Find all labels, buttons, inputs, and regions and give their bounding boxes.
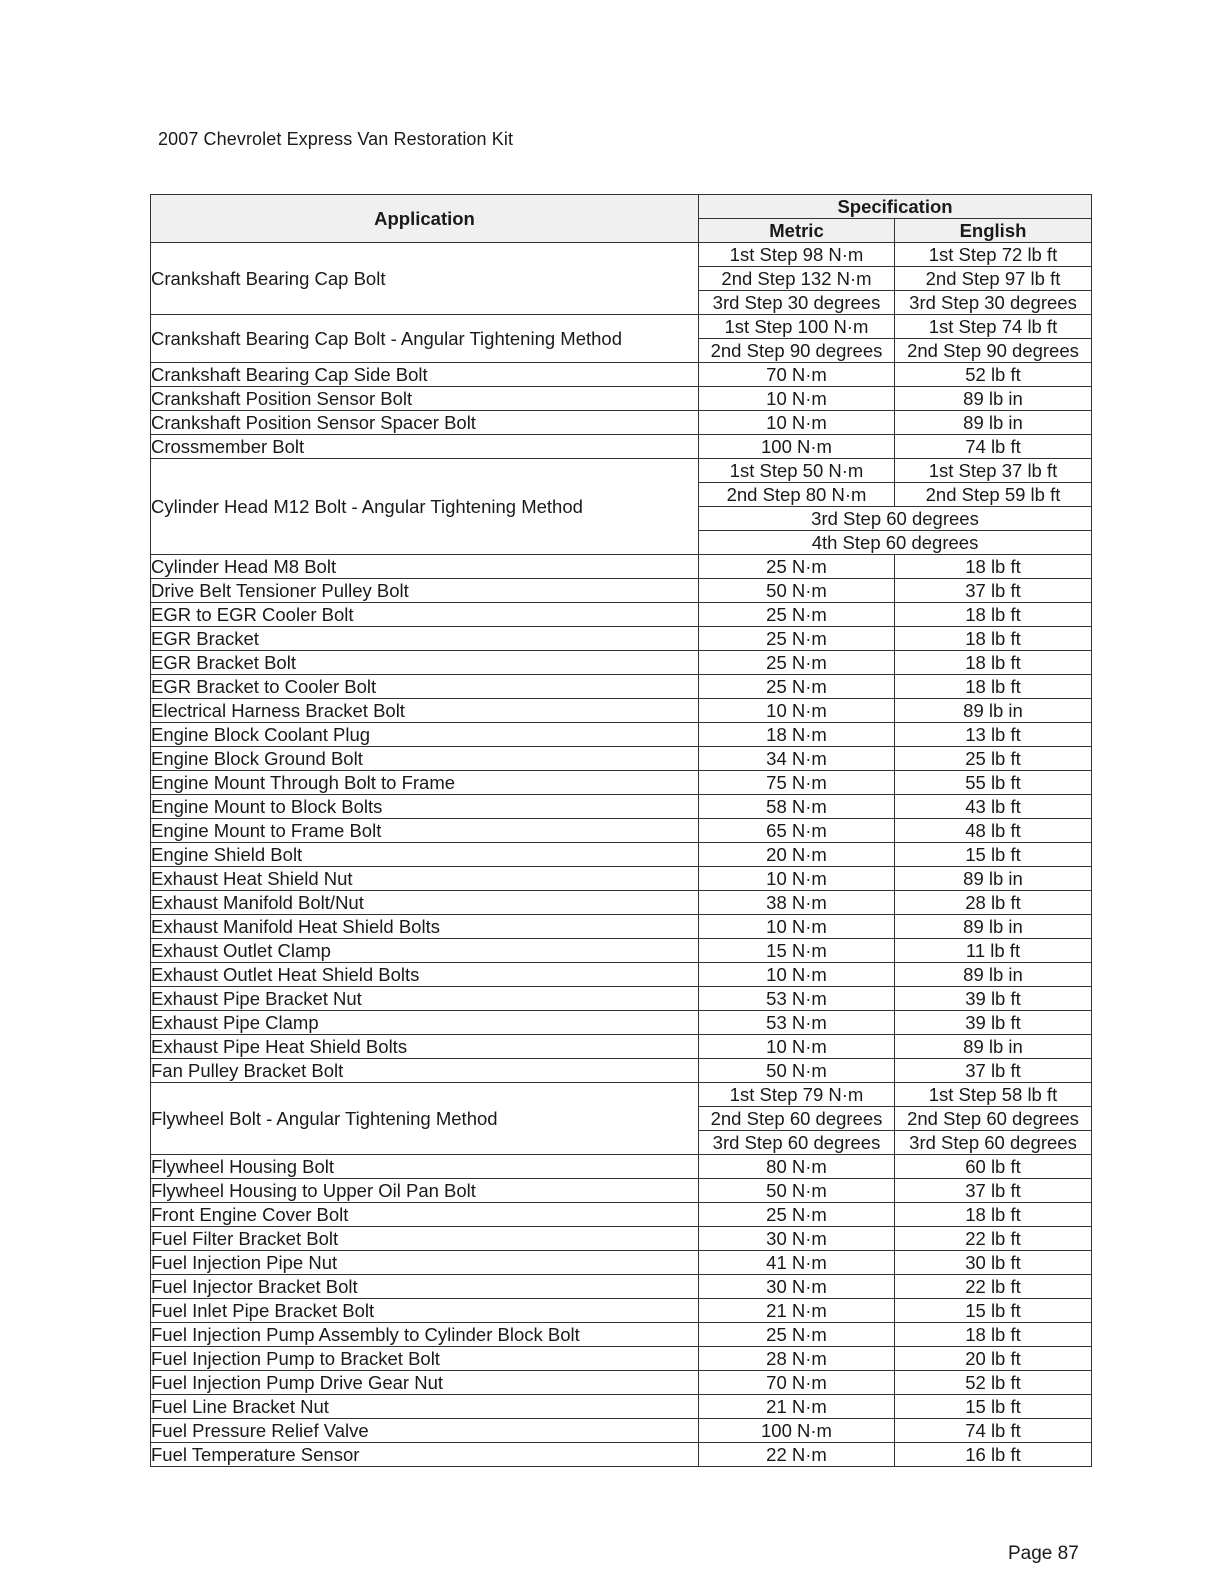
metric-cell: 2nd Step 90 degrees bbox=[699, 339, 895, 363]
application-cell: EGR Bracket Bolt bbox=[151, 651, 699, 675]
application-cell: Fuel Line Bracket Nut bbox=[151, 1395, 699, 1419]
metric-cell: 75 N·m bbox=[699, 771, 895, 795]
metric-cell: 65 N·m bbox=[699, 819, 895, 843]
metric-cell: 10 N·m bbox=[699, 411, 895, 435]
table-row bbox=[151, 435, 1092, 459]
english-cell: 3rd Step 60 degrees bbox=[895, 1131, 1092, 1155]
english-cell: 37 lb ft bbox=[895, 1059, 1092, 1083]
metric-cell: 50 N·m bbox=[699, 1179, 895, 1203]
metric-cell: 10 N·m bbox=[699, 387, 895, 411]
header-english: English bbox=[895, 219, 1092, 243]
table-row bbox=[151, 555, 1092, 579]
metric-cell: 25 N·m bbox=[699, 555, 895, 579]
table-row bbox=[151, 1419, 1092, 1443]
english-cell: 15 lb ft bbox=[895, 843, 1092, 867]
metric-cell: 70 N·m bbox=[699, 363, 895, 387]
metric-cell: 53 N·m bbox=[699, 987, 895, 1011]
header-specification: Specification bbox=[699, 195, 1092, 219]
application-cell: EGR Bracket to Cooler Bolt bbox=[151, 675, 699, 699]
metric-cell: 25 N·m bbox=[699, 1203, 895, 1227]
table-row bbox=[151, 987, 1092, 1011]
application-cell: Crankshaft Bearing Cap Bolt - Angular Tightening Method bbox=[151, 315, 699, 363]
table-row bbox=[151, 1203, 1092, 1227]
table-row bbox=[151, 411, 1092, 435]
table-row bbox=[151, 459, 1092, 483]
table-row bbox=[151, 1251, 1092, 1275]
table-row bbox=[151, 315, 1092, 339]
metric-cell: 50 N·m bbox=[699, 1059, 895, 1083]
application-cell: Exhaust Heat Shield Nut bbox=[151, 867, 699, 891]
application-cell: Engine Mount to Frame Bolt bbox=[151, 819, 699, 843]
metric-cell: 1st Step 98 N·m bbox=[699, 243, 895, 267]
metric-cell: 30 N·m bbox=[699, 1275, 895, 1299]
english-cell: 18 lb ft bbox=[895, 675, 1092, 699]
metric-cell: 25 N·m bbox=[699, 675, 895, 699]
application-cell: Fuel Injection Pump to Bracket Bolt bbox=[151, 1347, 699, 1371]
english-cell: 89 lb in bbox=[895, 387, 1092, 411]
application-cell: Fuel Filter Bracket Bolt bbox=[151, 1227, 699, 1251]
metric-cell: 20 N·m bbox=[699, 843, 895, 867]
english-cell: 60 lb ft bbox=[895, 1155, 1092, 1179]
table-row bbox=[151, 843, 1092, 867]
table-row bbox=[151, 699, 1092, 723]
english-cell: 2nd Step 90 degrees bbox=[895, 339, 1092, 363]
metric-cell: 3rd Step 60 degrees bbox=[699, 1131, 895, 1155]
application-cell: Engine Block Coolant Plug bbox=[151, 723, 699, 747]
table-row bbox=[151, 891, 1092, 915]
metric-cell: 3rd Step 30 degrees bbox=[699, 291, 895, 315]
table-row bbox=[151, 771, 1092, 795]
metric-cell: 50 N·m bbox=[699, 579, 895, 603]
metric-cell: 1st Step 50 N·m bbox=[699, 459, 895, 483]
application-cell: Cylinder Head M8 Bolt bbox=[151, 555, 699, 579]
english-cell: 1st Step 72 lb ft bbox=[895, 243, 1092, 267]
application-cell: Engine Shield Bolt bbox=[151, 843, 699, 867]
table-row bbox=[151, 747, 1092, 771]
application-cell: Crankshaft Bearing Cap Side Bolt bbox=[151, 363, 699, 387]
combined-spec-cell: 4th Step 60 degrees bbox=[699, 531, 1092, 555]
metric-cell: 2nd Step 60 degrees bbox=[699, 1107, 895, 1131]
english-cell: 74 lb ft bbox=[895, 1419, 1092, 1443]
table-row bbox=[151, 1371, 1092, 1395]
application-cell: Fuel Injection Pipe Nut bbox=[151, 1251, 699, 1275]
english-cell: 3rd Step 30 degrees bbox=[895, 291, 1092, 315]
english-cell: 89 lb in bbox=[895, 915, 1092, 939]
torque-spec-table bbox=[150, 194, 1092, 1467]
english-cell: 2nd Step 97 lb ft bbox=[895, 267, 1092, 291]
metric-cell: 53 N·m bbox=[699, 1011, 895, 1035]
table-row bbox=[151, 1347, 1092, 1371]
application-cell: Engine Block Ground Bolt bbox=[151, 747, 699, 771]
english-cell: 37 lb ft bbox=[895, 579, 1092, 603]
table-body bbox=[151, 243, 1092, 1467]
application-cell: Exhaust Manifold Bolt/Nut bbox=[151, 891, 699, 915]
application-cell: Front Engine Cover Bolt bbox=[151, 1203, 699, 1227]
application-cell: Flywheel Housing to Upper Oil Pan Bolt bbox=[151, 1179, 699, 1203]
table-row bbox=[151, 963, 1092, 987]
table-row bbox=[151, 1059, 1092, 1083]
page-number: Page 87 bbox=[1008, 1543, 1079, 1564]
metric-cell: 10 N·m bbox=[699, 699, 895, 723]
application-cell: Fan Pulley Bracket Bolt bbox=[151, 1059, 699, 1083]
application-cell: Fuel Injector Bracket Bolt bbox=[151, 1275, 699, 1299]
english-cell: 13 lb ft bbox=[895, 723, 1092, 747]
english-cell: 89 lb in bbox=[895, 411, 1092, 435]
table-row bbox=[151, 627, 1092, 651]
metric-cell: 21 N·m bbox=[699, 1395, 895, 1419]
english-cell: 16 lb ft bbox=[895, 1443, 1092, 1467]
table-row bbox=[151, 1443, 1092, 1467]
english-cell: 39 lb ft bbox=[895, 987, 1092, 1011]
metric-cell: 100 N·m bbox=[699, 435, 895, 459]
application-cell: EGR Bracket bbox=[151, 627, 699, 651]
english-cell: 89 lb in bbox=[895, 867, 1092, 891]
table-row bbox=[151, 1083, 1092, 1107]
metric-cell: 25 N·m bbox=[699, 603, 895, 627]
english-cell: 43 lb ft bbox=[895, 795, 1092, 819]
metric-cell: 21 N·m bbox=[699, 1299, 895, 1323]
metric-cell: 38 N·m bbox=[699, 891, 895, 915]
table-row bbox=[151, 387, 1092, 411]
table-row bbox=[151, 1227, 1092, 1251]
application-cell: Electrical Harness Bracket Bolt bbox=[151, 699, 699, 723]
table-row bbox=[151, 1155, 1092, 1179]
combined-spec-cell: 3rd Step 60 degrees bbox=[699, 507, 1092, 531]
english-cell: 11 lb ft bbox=[895, 939, 1092, 963]
metric-cell: 30 N·m bbox=[699, 1227, 895, 1251]
metric-cell: 25 N·m bbox=[699, 1323, 895, 1347]
english-cell: 52 lb ft bbox=[895, 1371, 1092, 1395]
application-cell: Cylinder Head M12 Bolt - Angular Tightening Method bbox=[151, 459, 699, 555]
table-row bbox=[151, 1179, 1092, 1203]
application-cell: Exhaust Manifold Heat Shield Bolts bbox=[151, 915, 699, 939]
application-cell: Fuel Pressure Relief Valve bbox=[151, 1419, 699, 1443]
application-cell: Drive Belt Tensioner Pulley Bolt bbox=[151, 579, 699, 603]
english-cell: 89 lb in bbox=[895, 963, 1092, 987]
metric-cell: 22 N·m bbox=[699, 1443, 895, 1467]
header-application: Application bbox=[151, 195, 699, 243]
english-cell: 2nd Step 60 degrees bbox=[895, 1107, 1092, 1131]
english-cell: 1st Step 74 lb ft bbox=[895, 315, 1092, 339]
application-cell: Engine Mount Through Bolt to Frame bbox=[151, 771, 699, 795]
english-cell: 1st Step 37 lb ft bbox=[895, 459, 1092, 483]
english-cell: 1st Step 58 lb ft bbox=[895, 1083, 1092, 1107]
application-cell: Fuel Temperature Sensor bbox=[151, 1443, 699, 1467]
metric-cell: 10 N·m bbox=[699, 963, 895, 987]
table-row bbox=[151, 1275, 1092, 1299]
english-cell: 18 lb ft bbox=[895, 1323, 1092, 1347]
table-row bbox=[151, 1323, 1092, 1347]
table-row bbox=[151, 675, 1092, 699]
english-cell: 20 lb ft bbox=[895, 1347, 1092, 1371]
english-cell: 18 lb ft bbox=[895, 627, 1092, 651]
table-row bbox=[151, 1395, 1092, 1419]
application-cell: EGR to EGR Cooler Bolt bbox=[151, 603, 699, 627]
metric-cell: 18 N·m bbox=[699, 723, 895, 747]
application-cell: Engine Mount to Block Bolts bbox=[151, 795, 699, 819]
metric-cell: 34 N·m bbox=[699, 747, 895, 771]
metric-cell: 1st Step 79 N·m bbox=[699, 1083, 895, 1107]
application-cell: Crankshaft Position Sensor Bolt bbox=[151, 387, 699, 411]
english-cell: 18 lb ft bbox=[895, 1203, 1092, 1227]
application-cell: Exhaust Pipe Clamp bbox=[151, 1011, 699, 1035]
table-row bbox=[151, 723, 1092, 747]
metric-cell: 25 N·m bbox=[699, 651, 895, 675]
english-cell: 89 lb in bbox=[895, 699, 1092, 723]
application-cell: Exhaust Pipe Bracket Nut bbox=[151, 987, 699, 1011]
metric-cell: 70 N·m bbox=[699, 1371, 895, 1395]
application-cell: Crankshaft Bearing Cap Bolt bbox=[151, 243, 699, 315]
application-cell: Exhaust Outlet Clamp bbox=[151, 939, 699, 963]
metric-cell: 15 N·m bbox=[699, 939, 895, 963]
english-cell: 18 lb ft bbox=[895, 555, 1092, 579]
english-cell: 74 lb ft bbox=[895, 435, 1092, 459]
english-cell: 15 lb ft bbox=[895, 1395, 1092, 1419]
header-metric: Metric bbox=[699, 219, 895, 243]
metric-cell: 1st Step 100 N·m bbox=[699, 315, 895, 339]
table-row bbox=[151, 363, 1092, 387]
table-row bbox=[151, 1011, 1092, 1035]
metric-cell: 80 N·m bbox=[699, 1155, 895, 1179]
table-row bbox=[151, 1299, 1092, 1323]
application-cell: Fuel Injection Pump Drive Gear Nut bbox=[151, 1371, 699, 1395]
application-cell: Fuel Inlet Pipe Bracket Bolt bbox=[151, 1299, 699, 1323]
english-cell: 55 lb ft bbox=[895, 771, 1092, 795]
table-row bbox=[151, 243, 1092, 267]
english-cell: 52 lb ft bbox=[895, 363, 1092, 387]
metric-cell: 10 N·m bbox=[699, 915, 895, 939]
application-cell: Flywheel Bolt - Angular Tightening Method bbox=[151, 1083, 699, 1155]
english-cell: 37 lb ft bbox=[895, 1179, 1092, 1203]
table-row bbox=[151, 1035, 1092, 1059]
table-row bbox=[151, 795, 1092, 819]
english-cell: 39 lb ft bbox=[895, 1011, 1092, 1035]
english-cell: 2nd Step 59 lb ft bbox=[895, 483, 1092, 507]
english-cell: 18 lb ft bbox=[895, 603, 1092, 627]
application-cell: Fuel Injection Pump Assembly to Cylinder Block Bolt bbox=[151, 1323, 699, 1347]
table-row bbox=[151, 819, 1092, 843]
application-cell: Exhaust Outlet Heat Shield Bolts bbox=[151, 963, 699, 987]
english-cell: 48 lb ft bbox=[895, 819, 1092, 843]
application-cell: Crankshaft Position Sensor Spacer Bolt bbox=[151, 411, 699, 435]
document-title: 2007 Chevrolet Express Van Restoration Kit bbox=[158, 129, 514, 149]
metric-cell: 2nd Step 80 N·m bbox=[699, 483, 895, 507]
english-cell: 18 lb ft bbox=[895, 651, 1092, 675]
metric-cell: 100 N·m bbox=[699, 1419, 895, 1443]
english-cell: 25 lb ft bbox=[895, 747, 1092, 771]
table-row bbox=[151, 915, 1092, 939]
application-cell: Crossmember Bolt bbox=[151, 435, 699, 459]
table-row bbox=[151, 867, 1092, 891]
english-cell: 30 lb ft bbox=[895, 1251, 1092, 1275]
metric-cell: 10 N·m bbox=[699, 1035, 895, 1059]
application-cell: Flywheel Housing Bolt bbox=[151, 1155, 699, 1179]
table-row bbox=[151, 939, 1092, 963]
table-row bbox=[151, 651, 1092, 675]
metric-cell: 58 N·m bbox=[699, 795, 895, 819]
application-cell: Exhaust Pipe Heat Shield Bolts bbox=[151, 1035, 699, 1059]
table-row bbox=[151, 603, 1092, 627]
metric-cell: 41 N·m bbox=[699, 1251, 895, 1275]
english-cell: 22 lb ft bbox=[895, 1275, 1092, 1299]
english-cell: 15 lb ft bbox=[895, 1299, 1092, 1323]
english-cell: 28 lb ft bbox=[895, 891, 1092, 915]
metric-cell: 2nd Step 132 N·m bbox=[699, 267, 895, 291]
english-cell: 22 lb ft bbox=[895, 1227, 1092, 1251]
table-row bbox=[151, 579, 1092, 603]
metric-cell: 10 N·m bbox=[699, 867, 895, 891]
metric-cell: 28 N·m bbox=[699, 1347, 895, 1371]
metric-cell: 25 N·m bbox=[699, 627, 895, 651]
english-cell: 89 lb in bbox=[895, 1035, 1092, 1059]
